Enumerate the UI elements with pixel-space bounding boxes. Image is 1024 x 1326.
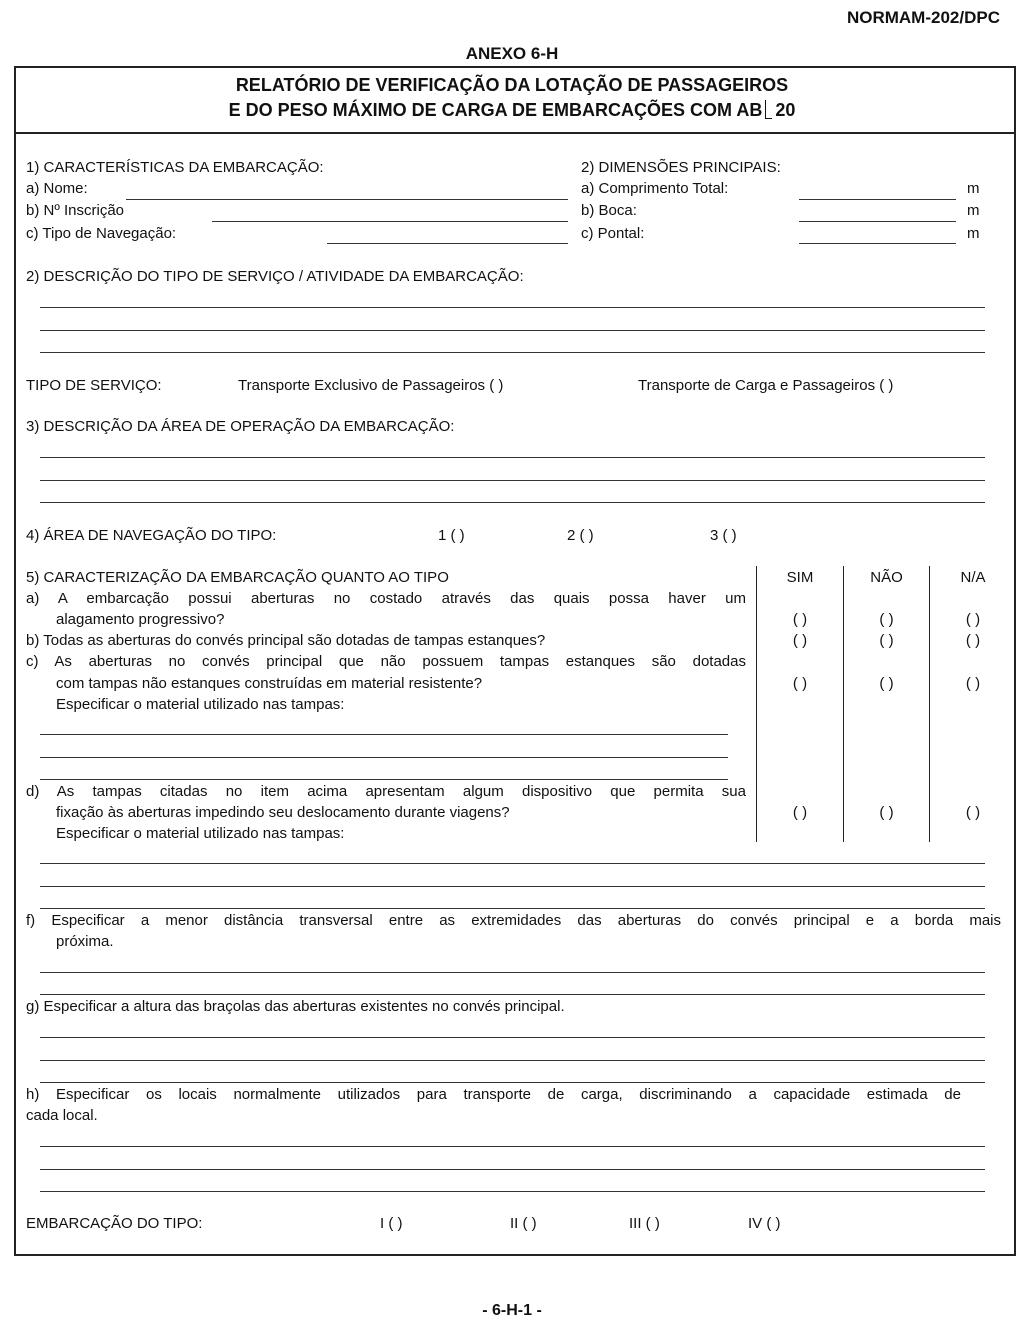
table-column-divider [929, 566, 930, 842]
item-a-text-cont: alagamento progressivo? [56, 611, 225, 628]
nome-label: a) Nome: [26, 180, 88, 197]
form-title-line1: RELATÓRIO DE VERIFICAÇÃO DA LOTAÇÃO DE PASSAGEIROS [235, 75, 789, 95]
pontal-unit: m [967, 225, 980, 242]
item-h-line[interactable] [40, 1146, 985, 1147]
col-na-header: N/A [960, 569, 986, 586]
item-d-line[interactable] [40, 863, 985, 864]
comprimento-unit: m [967, 180, 980, 197]
title-separator [14, 132, 1016, 134]
pontal-label: c) Pontal: [581, 225, 645, 242]
table-column-divider [756, 566, 757, 842]
servico-option-carga-passageiros[interactable]: Transporte de Carga e Passageiros ( ) [638, 377, 894, 394]
inscricao-label: b) Nº Inscrição [26, 202, 125, 219]
sec2-line[interactable] [40, 307, 985, 308]
tipo-navegacao-label: c) Tipo de Navegação: [26, 225, 177, 242]
table-column-divider [843, 566, 844, 842]
less-equal-symbol [765, 100, 772, 119]
tipo-option-i[interactable]: I ( ) [380, 1215, 403, 1232]
boca-field[interactable] [799, 221, 956, 222]
item-f-text: f) Especificar a menor distância transversal entre as extremidades das aberturas do convés principal e a borda mais [26, 912, 1001, 929]
pontal-field[interactable] [799, 243, 956, 244]
tipo-option-iii[interactable]: III ( ) [629, 1215, 660, 1232]
item-a-text: a) A embarcação possui aberturas no costado através das quais possa haver um [26, 590, 746, 607]
item-f-line[interactable] [40, 994, 985, 995]
item-g-line[interactable] [40, 1060, 985, 1061]
item-d-text-cont: fixação às aberturas impedindo seu deslocamento durante viagens? [56, 804, 510, 821]
inscricao-field[interactable] [212, 221, 568, 222]
sec2-line[interactable] [40, 352, 985, 353]
item-b-na-checkbox[interactable]: ( ) [965, 632, 981, 649]
tipo-navegacao-field[interactable] [327, 243, 568, 244]
item-f-text-cont: próxima. [56, 933, 114, 950]
form-title-line2 [0, 100, 1024, 121]
item-d-na-checkbox[interactable]: ( ) [965, 804, 981, 821]
item-c-line[interactable] [40, 734, 728, 735]
item-a-nao-checkbox[interactable]: ( ) [879, 611, 894, 628]
document-reference: NORMAM-202/DPC [846, 8, 1000, 27]
item-c-line[interactable] [40, 779, 728, 780]
item-c-nao-checkbox[interactable]: ( ) [879, 675, 894, 692]
item-b-text: b) Todas as aberturas do convés principal são dotadas de tampas estanques? [26, 632, 546, 649]
item-f-line[interactable] [40, 972, 985, 973]
item-c-sim-checkbox[interactable]: ( ) [792, 675, 808, 692]
servico-option-passageiros[interactable]: Transporte Exclusivo de Passageiros ( ) [238, 377, 504, 394]
tipo-option-iv[interactable]: IV ( ) [748, 1215, 781, 1232]
item-h-text-cont: cada local. [26, 1107, 98, 1124]
annex-label: ANEXO 6-H [465, 44, 559, 63]
item-h-text: h) Especificar os locais normalmente utilizados para transporte de carga, discriminando a capacidade estimada de [26, 1086, 961, 1103]
sec4-heading: 4) ÁREA DE NAVEGAÇÃO DO TIPO: [26, 527, 277, 544]
dims-heading: 2) DIMENSÕES PRINCIPAIS: [581, 159, 781, 176]
tipo-option-ii[interactable]: II ( ) [510, 1215, 537, 1232]
sec3-line[interactable] [40, 502, 985, 503]
sec3-line[interactable] [40, 457, 985, 458]
col-sim-header: SIM [786, 569, 814, 586]
item-d-line[interactable] [40, 886, 985, 887]
embarcacao-tipo-label: EMBARCAÇÃO DO TIPO: [26, 1215, 203, 1232]
area-option-3[interactable]: 3 ( ) [710, 527, 737, 544]
item-h-line[interactable] [40, 1169, 985, 1170]
nome-field[interactable] [126, 199, 568, 200]
item-d-sim-checkbox[interactable]: ( ) [792, 804, 808, 821]
sec2-heading: 2) DESCRIÇÃO DO TIPO DE SERVIÇO / ATIVIDADE DA EMBARCAÇÃO: [26, 268, 524, 285]
sec2-line[interactable] [40, 330, 985, 331]
item-g-line[interactable] [40, 1037, 985, 1038]
boca-unit: m [967, 202, 980, 219]
form-title-text: E DO PESO MÁXIMO DE CARGA DE EMBARCAÇÕES COM AB [228, 100, 763, 120]
item-a-na-checkbox[interactable]: ( ) [965, 611, 981, 628]
item-c-text: c) As aberturas no convés principal que não possuem tampas estanques são dotadas [26, 653, 746, 670]
item-b-nao-checkbox[interactable]: ( ) [879, 632, 894, 649]
item-d-specify-label: Especificar o material utilizado nas tampas: [56, 825, 345, 842]
item-c-specify-label: Especificar o material utilizado nas tampas: [56, 696, 345, 713]
sec3-heading: 3) DESCRIÇÃO DA ÁREA DE OPERAÇÃO DA EMBARCAÇÃO: [26, 418, 455, 435]
item-d-text: d) As tampas citadas no item acima apresentam algum dispositivo que permita sua [26, 783, 746, 800]
sec1-heading: 1) CARACTERÍSTICAS DA EMBARCAÇÃO: [26, 159, 324, 176]
tipo-servico-label: TIPO DE SERVIÇO: [26, 377, 162, 394]
item-g-line[interactable] [40, 1082, 985, 1083]
item-b-sim-checkbox[interactable]: ( ) [792, 632, 808, 649]
col-nao-header: NÃO [870, 569, 903, 586]
item-c-text-cont: com tampas não estanques construídas em material resistente? [56, 675, 483, 692]
item-d-nao-checkbox[interactable]: ( ) [879, 804, 894, 821]
boca-label: b) Boca: [581, 202, 637, 219]
form-title-suffix: 20 [775, 100, 796, 120]
item-c-line[interactable] [40, 757, 728, 758]
area-option-2[interactable]: 2 ( ) [567, 527, 594, 544]
page-number: - 6-H-1 - [482, 1302, 542, 1319]
item-g-text: g) Especificar a altura das braçolas das aberturas existentes no convés principal. [26, 998, 565, 1015]
item-h-line[interactable] [40, 1191, 985, 1192]
comprimento-label: a) Comprimento Total: [581, 180, 729, 197]
item-c-na-checkbox[interactable]: ( ) [965, 675, 981, 692]
item-d-line[interactable] [40, 908, 985, 909]
area-option-1[interactable]: 1 ( ) [438, 527, 465, 544]
sec3-line[interactable] [40, 480, 985, 481]
sec5-heading: 5) CARACTERIZAÇÃO DA EMBARCAÇÃO QUANTO AO TIPO [26, 569, 449, 586]
comprimento-field[interactable] [799, 199, 956, 200]
item-a-sim-checkbox[interactable]: ( ) [792, 611, 808, 628]
